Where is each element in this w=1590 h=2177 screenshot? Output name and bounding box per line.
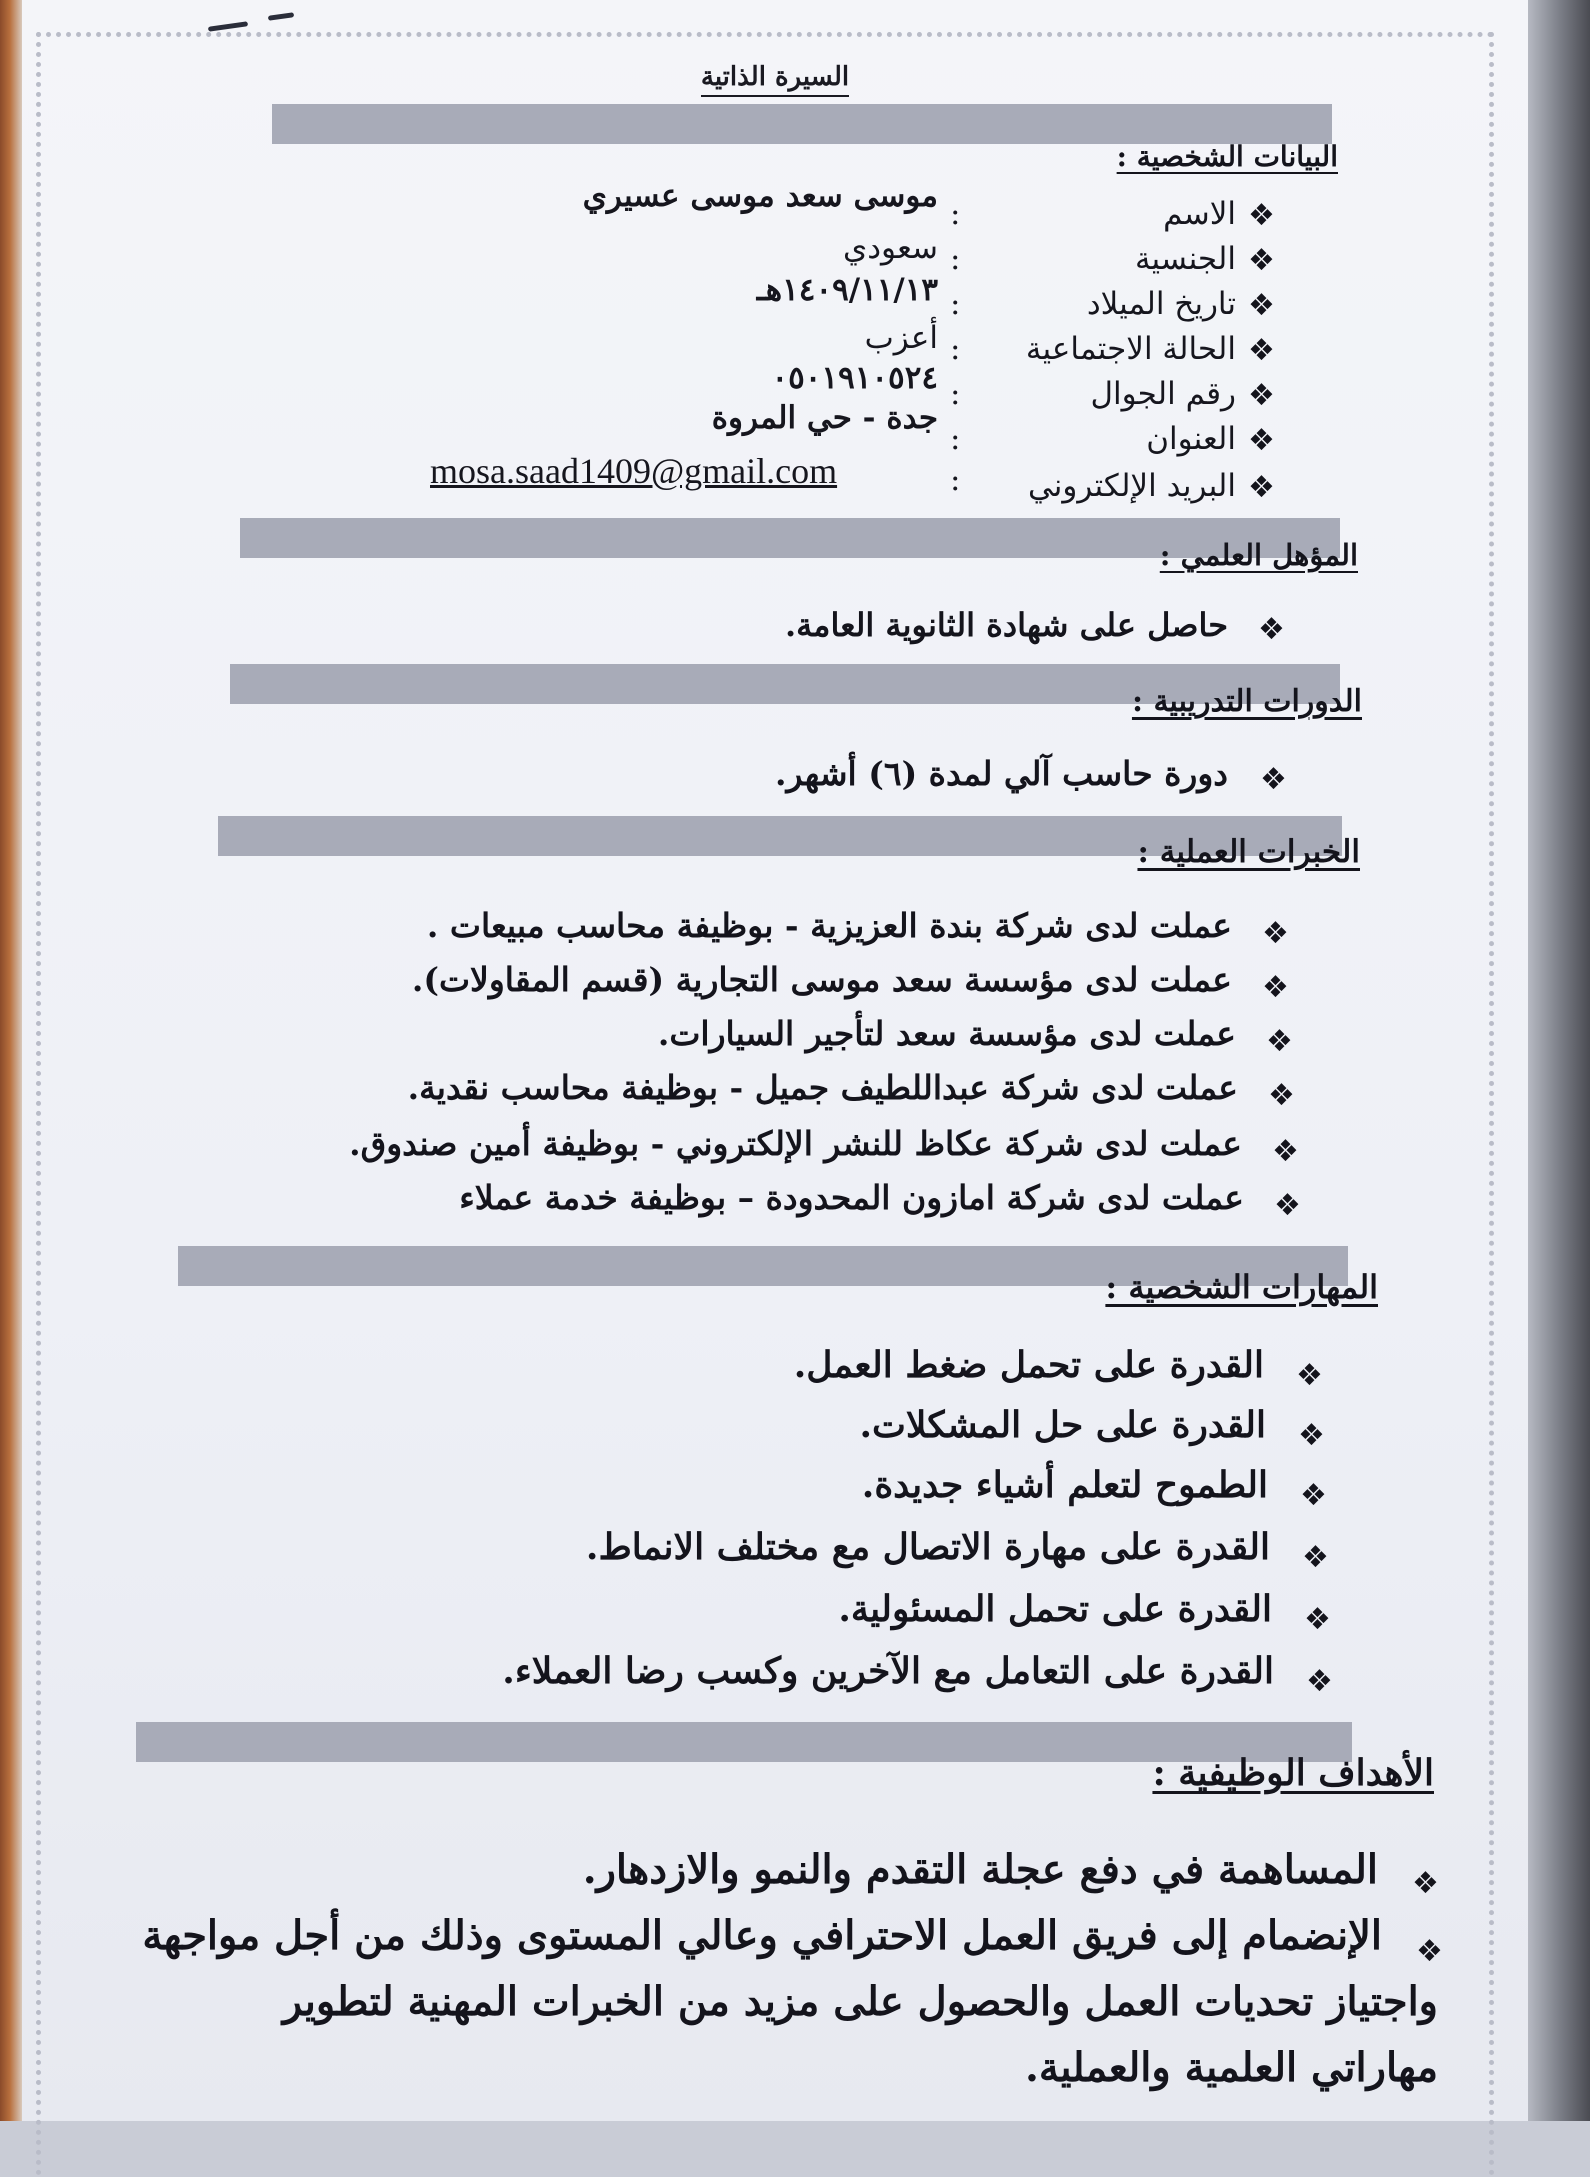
diamond-bullet-icon: ❖ <box>1262 970 1289 1005</box>
skill-item: القدرة على تحمل ضغط العمل. <box>793 1344 1264 1386</box>
heading-skills: المهارات الشخصية : <box>1105 1268 1378 1306</box>
field-label: الاسم <box>1163 196 1236 232</box>
diamond-bullet-icon: ❖ <box>1248 243 1275 278</box>
diamond-bullet-icon: ❖ <box>1248 470 1275 505</box>
diamond-bullet-icon: ❖ <box>1248 378 1275 413</box>
field-value: ١٤٠٩/١١/١٣هـ <box>756 272 938 308</box>
diamond-bullet-icon: ❖ <box>1296 1358 1323 1393</box>
goal-item: المساهمة في دفع عجلة التقدم والنمو والازدهار. <box>582 1846 1378 1893</box>
field-colon: : <box>950 241 961 277</box>
experience-item: عملت لدى مؤسسة سعد لتأجير السيارات. <box>657 1014 1236 1053</box>
field-label: رقم الجوال <box>1090 376 1236 412</box>
skill-item: القدرة على حل المشكلات. <box>859 1404 1266 1446</box>
cv-page <box>22 0 1528 2121</box>
heading-training: الدورات التدريبية : <box>1131 684 1362 719</box>
diamond-bullet-icon: ❖ <box>1258 612 1285 647</box>
diamond-bullet-icon: ❖ <box>1274 1188 1301 1223</box>
diamond-bullet-icon: ❖ <box>1416 1934 1443 1969</box>
experience-item: عملت لدى شركة عبداللطيف جميل - بوظيفة محاسب نقدية. <box>407 1068 1238 1107</box>
diamond-bullet-icon: ❖ <box>1306 1664 1333 1699</box>
background-edge-right <box>1528 0 1590 2121</box>
field-value: جدة - حي المروة <box>711 400 938 436</box>
diamond-bullet-icon: ❖ <box>1248 333 1275 368</box>
training-item: دورة حاسب آلي لمدة (٦) أشهر. <box>775 754 1228 793</box>
diamond-bullet-icon: ❖ <box>1304 1602 1331 1637</box>
field-value: ٠٥٠١٩١٠٥٢٤ <box>771 360 938 396</box>
experience-item: عملت لدى مؤسسة سعد موسى التجارية (قسم المقاولات). <box>411 960 1232 999</box>
field-colon: : <box>950 331 961 367</box>
pen-mark <box>208 21 248 32</box>
field-value: سعودي <box>842 230 938 266</box>
experience-item: عملت لدى شركة بندة العزيزية - بوظيفة محاسب مبيعات . <box>426 906 1232 945</box>
diamond-bullet-icon: ❖ <box>1262 916 1289 951</box>
field-colon: : <box>950 196 961 232</box>
field-colon: : <box>950 376 961 412</box>
page-title: السيرة الذاتية <box>22 62 1528 92</box>
heading-goals: الأهداف الوظيفية : <box>1152 1752 1434 1794</box>
field-label: الجنسية <box>1134 241 1236 277</box>
field-label: الحالة الاجتماعية <box>1025 331 1236 367</box>
goal-item: الإنضمام إلى فريق العمل الاحترافي وعالي المستوى وذلك من أجل مواجهة <box>142 1912 1382 1959</box>
heading-personal: البيانات الشخصية : <box>1116 140 1338 173</box>
heading-experience: الخبرات العملية : <box>1137 834 1360 870</box>
diamond-bullet-icon: ❖ <box>1268 1078 1295 1113</box>
diamond-bullet-icon: ❖ <box>1302 1540 1329 1575</box>
diamond-bullet-icon: ❖ <box>1272 1134 1299 1169</box>
field-label: العنوان <box>1146 421 1236 457</box>
heading-education: المؤهل العلمي : <box>1159 538 1358 572</box>
field-value: موسى سعد موسى عسيري <box>582 178 938 214</box>
field-colon: : <box>950 421 961 457</box>
diamond-bullet-icon: ❖ <box>1266 1024 1293 1059</box>
diamond-bullet-icon: ❖ <box>1298 1418 1325 1453</box>
field-value: أعزب <box>864 320 938 356</box>
skill-item: القدرة على تحمل المسئولية. <box>838 1588 1272 1630</box>
pen-mark <box>268 12 294 21</box>
background-edge-left <box>0 0 22 2121</box>
skill-item: القدرة على التعامل مع الآخرين وكسب رضا العملاء. <box>502 1650 1274 1692</box>
goal-continuation: مهاراتي العلمية والعملية. <box>1024 2044 1438 2091</box>
skill-item: القدرة على مهارة الاتصال مع مختلف الانماط. <box>585 1526 1270 1568</box>
goal-continuation: واجتياز تحديات العمل والحصول على مزيد من الخبرات المهنية لتطوير <box>282 1978 1438 2025</box>
diamond-bullet-icon: ❖ <box>1412 1866 1439 1901</box>
diamond-bullet-icon: ❖ <box>1300 1478 1327 1513</box>
field-label: البريد الإلكتروني <box>1027 468 1236 504</box>
experience-item: عملت لدى شركة امازون المحدودة – بوظيفة خدمة عملاء <box>459 1178 1244 1217</box>
diamond-bullet-icon: ❖ <box>1248 423 1275 458</box>
diamond-bullet-icon: ❖ <box>1248 288 1275 323</box>
experience-item: عملت لدى شركة عكاظ للنشر الإلكتروني - بوظيفة أمين صندوق. <box>349 1124 1242 1163</box>
field-colon: : <box>950 286 961 322</box>
education-item: حاصل على شهادة الثانوية العامة. <box>785 606 1228 644</box>
field-label: تاريخ الميلاد <box>1086 286 1236 322</box>
diamond-bullet-icon: ❖ <box>1260 762 1287 797</box>
section-band-personal <box>272 104 1332 144</box>
field-colon: : <box>950 462 961 498</box>
skill-item: الطموح لتعلم أشياء جديدة. <box>861 1464 1268 1506</box>
email-link[interactable]: mosa.saad1409@gmail.com <box>430 451 838 491</box>
diamond-bullet-icon: ❖ <box>1248 198 1275 233</box>
